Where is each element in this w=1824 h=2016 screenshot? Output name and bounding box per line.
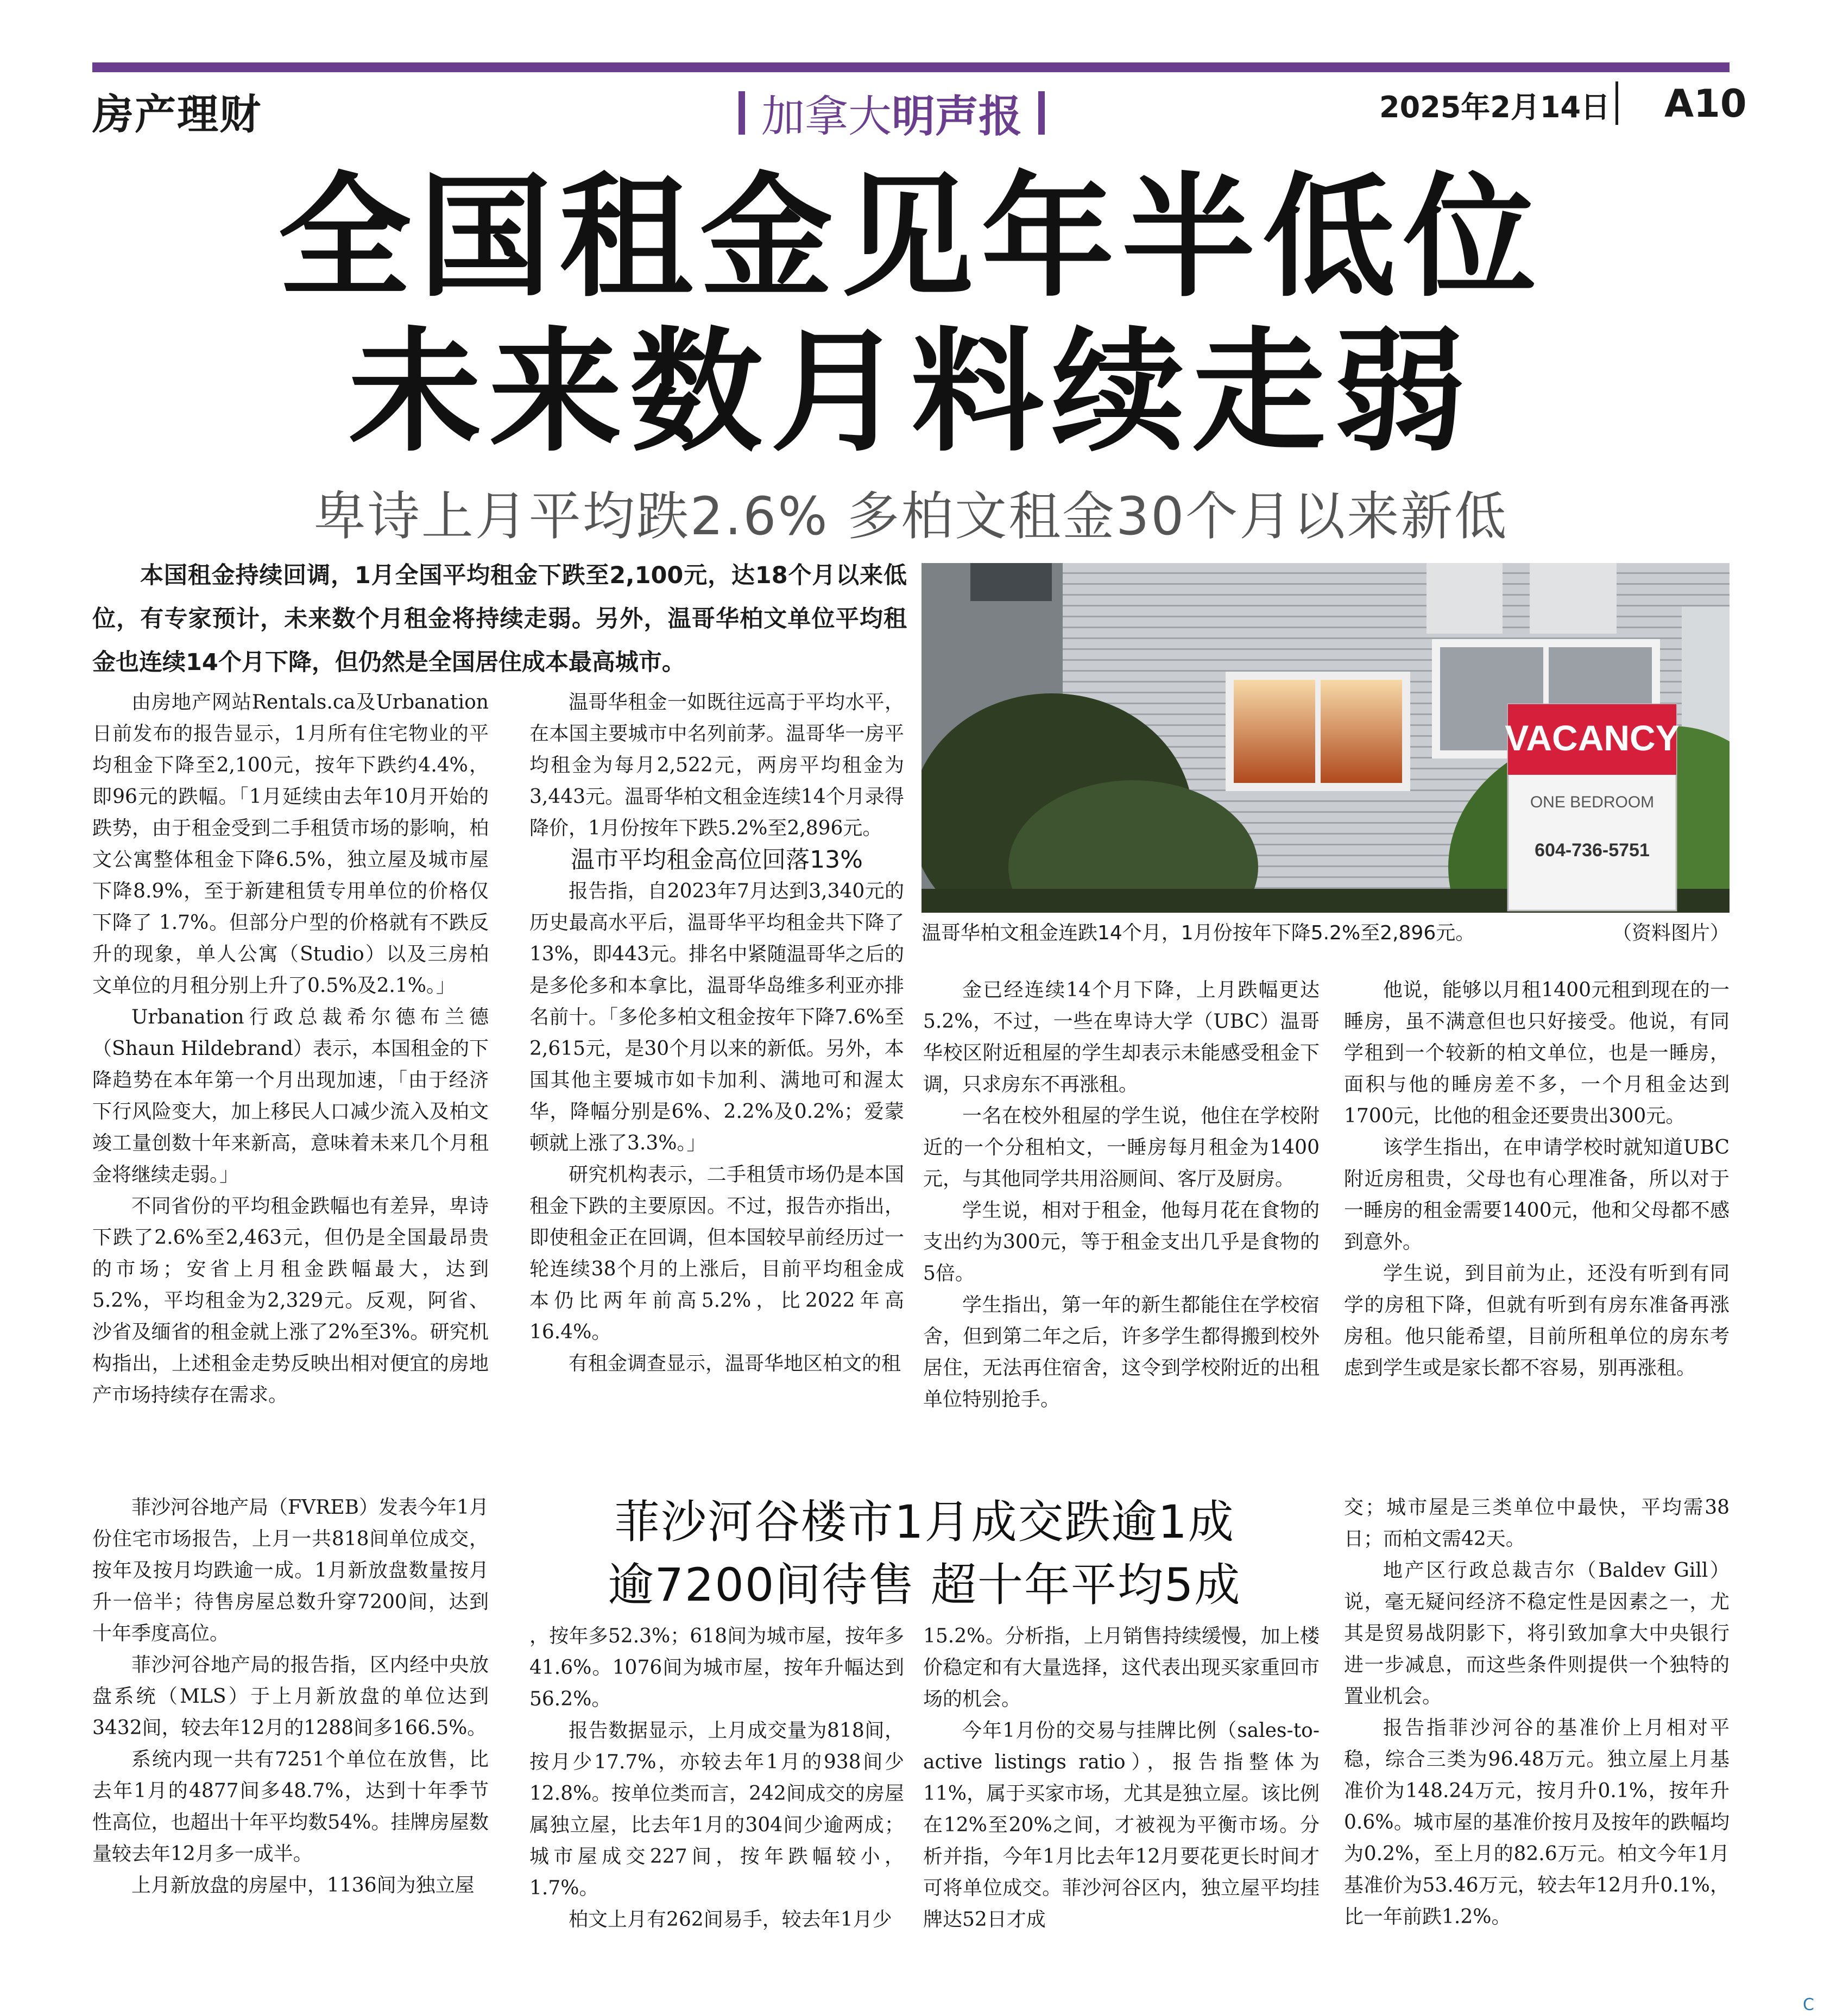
masthead-name-part2: 明声报 xyxy=(892,91,1022,142)
article2-column-2 xyxy=(529,1621,904,1936)
paragraph: 金已经连续14个月下降，上月跌幅更达5.2%，不过，一些在卑诗大学（UBC）温哥华校区附近租屋的学生却表示未能感受租金下调，只求房东不再涨租。 xyxy=(923,979,1320,1096)
section-label: 房产理财 xyxy=(92,90,262,138)
article2-headline-line-2: 逾7200间待售 超十年平均5成 xyxy=(608,1558,1241,1611)
paragraph: 上月新放盘的房屋中，1136间为独立屋 xyxy=(131,1874,475,1897)
paragraph: 不同省份的平均租金跌幅也有差异，卑诗下跌了2.6%至2,463元，但仍是全国最昂贵的市场；安省上月租金跌幅最大，达到5.2%，平均租金为2,329元。反观，阿省、沙省及缅省的租金就上涨了2%至3%。研究机构指出，上述租金走势反映出相对便宜的房地产市场持续存在需求。 xyxy=(92,1195,489,1406)
sign-line-text: ONE BEDROOM xyxy=(1530,793,1655,811)
article1-subtitle: 温市平均租金高位回落13% xyxy=(571,846,863,874)
paragraph: 报告指，自2023年7月达到3,340元的历史最高水平后，温哥华平均租金共下降了13%，即443元。排名中紧随温哥华之后的是多伦多和本拿比，温哥华岛维多利亚亦排名前十。「多伦多柏文租金按年下降7.6%至2,615元，是30个月以来的新低。另外，本国其他主要城市如卡加利、满地可和渥太华，降幅分别是6%、2.2%及0.2%；爱蒙顿就上涨了3.3%。」 xyxy=(529,880,904,1154)
top-accent-bar xyxy=(92,62,1730,72)
photo-caption xyxy=(922,918,1730,945)
article2-headline-line-1: 菲沙河谷楼市1月成交跌逾1成 xyxy=(614,1495,1235,1549)
corner-mark: C xyxy=(1803,1995,1814,2014)
paragraph: 学生说，到目前为止，还没有听到有同学的房租下降，但就有听到有房东准备再涨房租。他只能希望，目前所租单位的房东考虑到学生或是家长都不容易，别再涨租。 xyxy=(1344,1262,1730,1379)
paragraph: 研究机构表示，二手租赁市场仍是本国租金下跌的主要原因。不过，报告亦指出，即使租金正在回调，但本国较早前经历过一轮连续38个月的上涨后，目前平均租金成本仍比两年前高5.2%，比2022年高16.4%。 xyxy=(529,1164,904,1343)
paragraph: 学生说，相对于租金，他每月花在食物的支出约为300元，等于租金支出几乎是食物的5倍。 xyxy=(923,1199,1320,1285)
news-photo xyxy=(922,563,1730,913)
article2-headline xyxy=(529,1490,1320,1616)
paragraph: 地产区行政总裁吉尔（Baldev Gill）说，毫无疑问经济不稳定性是因素之一，尤其是贸易战阴影下，将引致加拿大中央银行进一步减息，而这些条件则提供一个独特的置业机会。 xyxy=(1344,1559,1730,1708)
photo-illustration xyxy=(922,563,1730,913)
paragraph: Urbanation行政总裁希尔德布兰德（Shaun Hildebrand）表示，本国租金的下降趋势在本年第一个月出现加速，「由于经济下行风险变大，加上移民人口减少流入及柏文竣工量创数十年来新高，意味着未来几个月租金将继续走弱。」 xyxy=(92,1006,489,1186)
paragraph: 温哥华租金一如既往远高于平均水平，在本国主要城市中名列前茅。温哥华一房平均租金为每月2,522元，两房平均租金为3,443元。温哥华柏文租金连续14个月录得降价，1月份按年下跌5.2%至2,896元。 xyxy=(529,691,904,839)
paragraph: 他说，能够以月租1400元租到现在的一睡房，虽不满意但也只好接受。他说，有同学租到一个较新的柏文单位，也是一睡房，面积与他的睡房差不多，一个月租金达到1700元，比他的租金还要贵出300元。 xyxy=(1344,979,1730,1127)
paragraph: 报告指菲沙河谷的基准价上月相对平稳，综合三类为96.48万元。独立屋上月基准价为148.24万元，按月升0.1%，按年升0.6%。城市屋的基准价按月及按年的跌幅均为0.2%，至上月的82.6万元。柏文今年1月基准价为53.46万元，较去年12月升0.1%，比一年前跌1.2%。 xyxy=(1344,1717,1730,1928)
paragraph: 菲沙河谷地产局的报告指，区内经中央放盘系统（MLS）于上月新放盘的单位达到3432间，较去年12月的1288间多166.5%。 xyxy=(92,1654,489,1739)
article2-column-4 xyxy=(1344,1492,1730,1933)
paragraph: 有租金调查显示，温哥华地区柏文的租 xyxy=(569,1353,901,1375)
lede-paragraph: 本国租金持续回调，1月全国平均租金下跌至2,100元，达18个月以来低位，有专家预计，未来数个月租金将持续走弱。另外，温哥华柏文单位平均租金也连续14个月下降，但仍然是全国居住成本最高城市。 xyxy=(92,562,907,676)
masthead xyxy=(739,81,1045,144)
headline-line-2: 未来数月料续走弱 xyxy=(348,315,1474,470)
date-separator xyxy=(1615,81,1618,125)
article1-column-4 xyxy=(1344,975,1730,1384)
paragraph: 今年1月份的交易与挂牌比例（sales-to-active listings ratio），报告指整体为11%，属于买家市场，尤其是独立屋。该比例在12%至20%之间，才被视为平衡市场。分析并指，今年1月比去年12月要花更长时间才可将单位成交。菲沙河谷区内，独立屋平均挂牌达52日才成 xyxy=(923,1720,1320,1931)
subheadline: 卑诗上月平均跌2.6% 多柏文租金30个月以来新低 xyxy=(313,486,1509,547)
article1-column-1 xyxy=(92,687,489,1411)
paragraph: 柏文上月有262间易手，较去年1月少 xyxy=(569,1908,892,1931)
paragraph: 报告数据显示，上月成交量为818间，按月少17.7%，亦较去年1月的938间少12.8%。按单位类而言，242间成交的房屋属独立屋，比去年1月的304间少逾两成；城市屋成交227间，按年跌幅较小，1.7%。 xyxy=(529,1720,904,1899)
masthead-bar-right xyxy=(1038,91,1045,135)
paragraph: ，按年多52.3%；618间为城市屋，按年多41.6%。1076间为城市屋，按年升幅达到56.2%。 xyxy=(529,1625,904,1710)
paragraph: 学生指出，第一年的新生都能住在学校宿舍，但到第二年之后，许多学生都得搬到校外居住，无法再住宿舍，这令到学校附近的出租单位特别抢手。 xyxy=(923,1294,1320,1411)
article1-column-3 xyxy=(923,975,1320,1415)
caption-text: 温哥华柏文租金连跌14个月，1月份按年下降5.2%至2,896元。 xyxy=(922,922,1475,944)
paragraph: 由房地产网站Rentals.ca及Urbanation日前发布的报告显示，1月所有住宅物业的平均租金下降至2,100元，按年下跌约4.4%，即96元的跌幅。「1月延续由去年10月开始的跌势，由于租金受到二手租赁市场的影响，柏文公寓整体租金下降6.5%，独立屋及城市屋下降8.9%，至于新建租赁专用单位的价格仅下降了 1.7%。但部分户型的价格就有不跌反升的现象，单人公寓（Studio）以及三房柏文单位的月租分别上升了0.5%及2.1%。」 xyxy=(92,691,489,997)
headline-line-1: 全国租金见年半低位 xyxy=(278,160,1544,315)
photo-credit: （资料图片） xyxy=(1612,922,1730,944)
paragraph: 15.2%。分析指，上月销售持续缓慢，加上楼价稳定和有大量选择，这代表出现买家重回市场的机会。 xyxy=(923,1625,1320,1710)
article1-column-2 xyxy=(529,687,904,1380)
page-number: A10 xyxy=(1664,81,1747,126)
paragraph: 该学生指出，在申请学校时就知道UBC附近房租贵，父母也有心理准备，所以对于一睡房的租金需要1400元，他和父母都不感到意外。 xyxy=(1344,1136,1730,1253)
paragraph: 交；城市屋是三类单位中最快，平均需38日；而柏文需42天。 xyxy=(1344,1496,1730,1550)
sign-phone-text: 604-736-5751 xyxy=(1535,840,1650,861)
masthead-bar-left xyxy=(739,91,745,135)
article2-column-3 xyxy=(923,1621,1320,1936)
article2-column-1 xyxy=(92,1492,489,1901)
masthead-name-part1: 加拿大 xyxy=(761,91,892,142)
paragraph: 系统内现一共有7251个单位在放售，比去年1月的4877间多48.7%，达到十年季节性高位，也超出十年平均数54%。挂牌房屋数量较去年12月多一成半。 xyxy=(92,1748,489,1865)
sign-title-text: VACANCY xyxy=(1505,718,1680,758)
paragraph: 菲沙河谷地产局（FVREB）发表今年1月份住宅市场报告，上月一共818间单位成交，按年及按月均跌逾一成。1月新放盘数量按月升一倍半；待售房屋总数升穿7200间，达到十年季度高位。 xyxy=(92,1496,489,1645)
issue-date: 2025年2月14日 xyxy=(1379,90,1611,124)
paragraph: 一名在校外租屋的学生说，他住在学校附近的一个分租柏文，一睡房每月租金为1400元，与其他同学共用浴厕间、客厅及厨房。 xyxy=(923,1105,1320,1190)
